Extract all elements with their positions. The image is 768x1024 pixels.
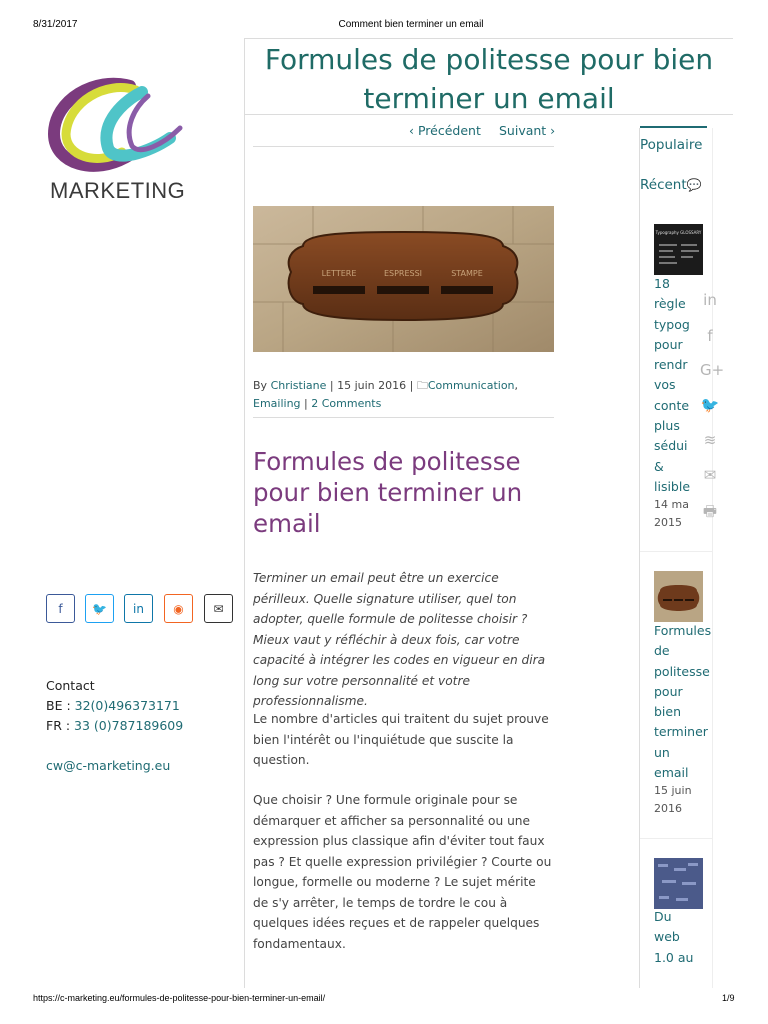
tab-popular[interactable]: Populaire [640, 137, 703, 153]
print-page-number: 1/9 [722, 993, 735, 1003]
sidebar-line: politesse [654, 663, 710, 679]
share-buffer-icon[interactable]: ≋ [703, 431, 717, 449]
sidebar-line: Formules [654, 623, 712, 638]
article-title: Formules de politesse pour bien terminer un email [253, 447, 523, 538]
share-print-icon[interactable]: 🖶 [702, 502, 718, 520]
popular-post-2-link[interactable] [654, 621, 714, 783]
sidebar-line: 2016 [654, 801, 682, 815]
popular-post-1-link[interactable] [654, 274, 704, 497]
post-thumb-formules[interactable] [654, 571, 703, 622]
sidebar-line: email [654, 765, 689, 781]
feature-image [253, 206, 554, 352]
author-link[interactable]: Christiane [270, 379, 327, 392]
slot-label-3: STAMPE [451, 269, 483, 278]
popular-post-2-date [654, 782, 704, 817]
sidebar-line: un [654, 744, 670, 760]
category-emailing-link[interactable]: Emailing [253, 397, 301, 410]
sidebar-line: pour [654, 683, 683, 699]
logo-text: MARKETING [50, 178, 186, 203]
sidebar-line: pour [654, 336, 683, 352]
category-communication-link[interactable]: Communication [427, 379, 515, 392]
c-marketing-logo[interactable] [40, 72, 190, 182]
post-thumb-web[interactable] [654, 858, 703, 909]
contact-be [46, 696, 183, 716]
sidebar-line: conte [654, 397, 690, 413]
sidebar-divider [640, 551, 712, 552]
popular-post-3-link[interactable] [654, 907, 704, 968]
fr-phone-link[interactable]: 33 (0)787189609 [74, 718, 184, 733]
meta-sep: | [300, 397, 312, 410]
sidebar-line: terminer [654, 724, 708, 740]
print-date: 8/31/2017 [33, 19, 78, 30]
folder-icon: 🗀 [416, 379, 428, 392]
article-intro: Terminer un email peut être un exercice périlleux. Quelle signature utiliser, quel ton adopter, quelle formule de politesse choisir ? Mieux vaut y réfléchir à deux fois, car votre capacité à intégrer les codes en vigueur en dira long sur votre personnalité et votre professionnalisme. [253, 571, 546, 708]
slot-label-2: ESPRESSI [383, 269, 423, 278]
sidebar-line: 14 ma [654, 498, 689, 511]
email-icon[interactable]: ✉ [204, 594, 233, 623]
be-phone-link[interactable]: 32(0)496373171 [74, 698, 180, 713]
content-left-border [244, 38, 245, 988]
sidebar-line: sédui [654, 438, 688, 454]
prev-link[interactable]: ‹ Précédent [409, 123, 481, 138]
contact-email-link[interactable]: cw@c-marketing.eu [46, 758, 171, 773]
meta-by: By [253, 379, 271, 392]
popular-post-1-date [654, 496, 704, 531]
page-header-title: Formules de politesse pour bien terminer un email [264, 43, 714, 114]
rss-icon[interactable]: ◉ [164, 594, 193, 623]
article-paragraph-1: Le nombre d'articles qui traitent du sujet prouve bien l'intérêt ou l'inquiétude que suscite la question. [253, 712, 549, 767]
sidebar-line: 18 [654, 276, 670, 291]
nav-divider [253, 146, 554, 147]
thumb-label: Typography GLOSSARY [655, 230, 702, 235]
tab-recent-label: Récent [640, 177, 687, 193]
header-top-border [244, 38, 733, 39]
tab-recent[interactable] [640, 177, 702, 193]
post-meta [253, 377, 554, 413]
sidebar-line: 1.0 au [654, 949, 694, 965]
sidebar-line: vos [654, 377, 676, 393]
contact-block [46, 676, 183, 776]
post-date: 15 juin 2016 [337, 379, 407, 392]
linkedin-icon[interactable]: in [124, 594, 153, 623]
sidebar-line: règle [654, 296, 686, 312]
sidebar-line: lisible [654, 478, 691, 494]
be-label: BE : [46, 698, 75, 713]
sidebar-line: de [654, 643, 670, 659]
sidebar-line: plus [654, 418, 680, 434]
post-thumb-typography[interactable] [654, 224, 703, 275]
share-google-plus-icon[interactable]: G+ [700, 361, 725, 379]
sidebar-line: 15 juin [654, 784, 692, 797]
sidebar-line: bien [654, 704, 682, 720]
meta-sep: | [326, 379, 338, 392]
sidebar-line: Du [654, 909, 672, 924]
sidebar-line: typog [654, 316, 690, 332]
sidebar-right-border [712, 128, 713, 988]
slot-label-1: LETTERE [321, 269, 357, 278]
header-bottom-border [244, 114, 733, 115]
print-url: https://c-marketing.eu/formules-de-politesse-pour-bien-terminer-un-email/ [33, 993, 326, 1003]
sidebar-line: 2015 [654, 515, 682, 529]
sidebar-line: & [654, 458, 664, 474]
twitter-icon[interactable]: 🐦 [85, 594, 114, 623]
meta-sep: | [406, 379, 417, 392]
share-twitter-icon[interactable]: 🐦 [700, 396, 720, 414]
next-link[interactable]: Suivant › [499, 123, 556, 138]
contact-fr [46, 716, 183, 736]
contact-heading: Contact [46, 678, 95, 693]
sidebar-left-border [639, 128, 640, 988]
sidebar-line: rendr [654, 357, 688, 373]
comments-link[interactable]: 2 Comments [311, 397, 382, 410]
comments-icon: 💬 [686, 178, 702, 192]
sidebar-line: web [654, 929, 680, 945]
share-email-icon[interactable]: ✉ [703, 466, 717, 484]
meta-comma: , [514, 379, 519, 392]
facebook-icon[interactable]: f [46, 594, 75, 623]
print-title: Comment bien terminer un email [338, 19, 484, 30]
article-paragraph-2: Que choisir ? Une formule originale pour se démarquer et afficher sa personnalité ou une expression plus classique afin d'éviter tout faux pas ? Et quelle expression privilégier ? Courte ou longue, formelle ou moderne ? Le sujet mérite de s'y arrêter, le temps de tordre le cou à quelques idées reçues et de rappeler quelques fondamentaux. [253, 793, 552, 951]
share-facebook-icon[interactable]: f [707, 327, 713, 345]
sidebar-divider [640, 838, 712, 839]
tab-active-indicator [640, 126, 707, 128]
fr-label: FR : [46, 718, 75, 733]
meta-divider [253, 417, 554, 418]
share-linkedin-icon[interactable]: in [703, 291, 717, 309]
